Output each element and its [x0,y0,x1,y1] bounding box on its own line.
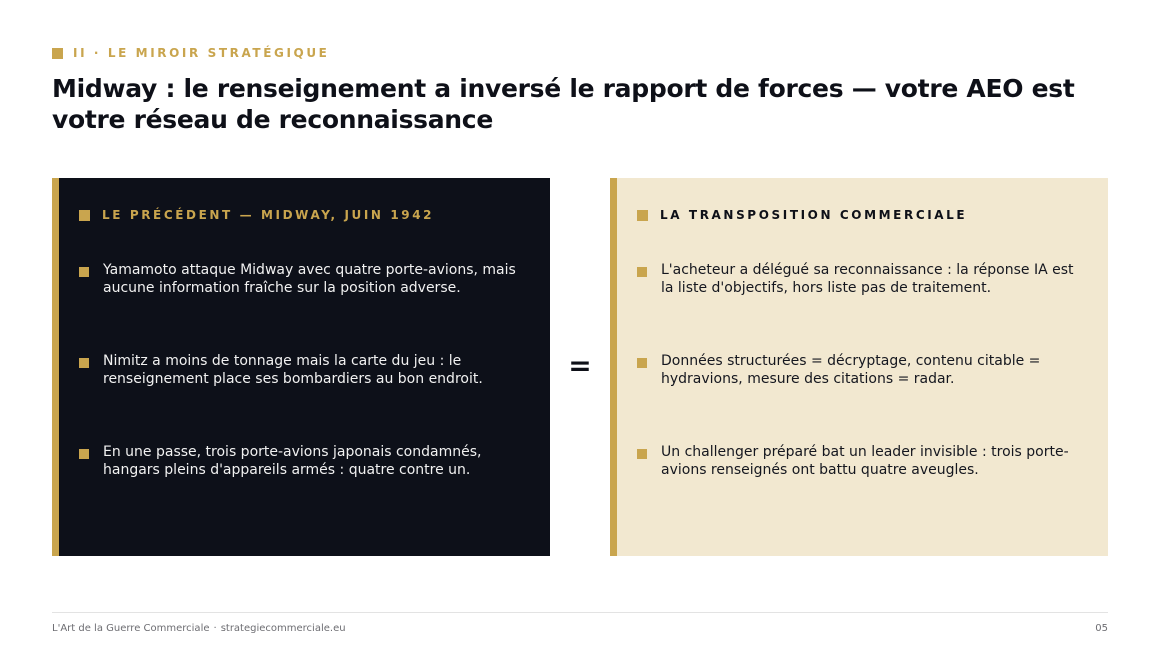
bullet-square-icon [79,358,89,368]
transposition-panel-title: LA TRANSPOSITION COMMERCIALE [660,208,968,222]
bullet-square-icon [637,267,647,277]
list-item-text: Yamamoto attaque Midway avec quatre porte-avions, mais aucune information fraîche sur la position adverse. [103,262,516,296]
list-item [79,262,519,297]
precedent-panel-title: LE PRÉCÉDENT — MIDWAY, JUIN 1942 [102,208,435,222]
bullet-square-icon [79,449,89,459]
page-number: 05 [1095,623,1108,634]
list-item [637,444,1077,479]
footer-site: strategiecommerciale.eu [220,623,346,634]
footer-brand: L'Art de la Guerre Commerciale [52,623,210,634]
bullet-square-icon [637,358,647,368]
list-item [79,353,519,388]
precedent-panel-header [79,208,434,222]
list-item-text: Données structurées = décryptage, contenu citable = hydravions, mesure des citations = radar. [661,353,1041,387]
transposition-panel [610,178,1108,556]
precedent-panel [52,178,550,556]
equals-separator: = [568,349,592,382]
list-item-text: Nimitz a moins de tonnage mais la carte du jeu : le renseignement place ses bombardiers au bon endroit. [103,353,483,387]
list-item-text: Un challenger préparé bat un leader invisible : trois porte-avions renseignés ont battu quatre aveugles. [661,444,1069,478]
list-item [637,262,1077,297]
footer-separator: · [213,623,217,634]
gold-square-icon [79,210,90,221]
list-item [79,444,519,479]
list-item-text: L'acheteur a délégué sa reconnaissance : la réponse IA est la liste d'objectifs, hors liste pas de traitement. [661,262,1074,296]
footer-credits [52,623,346,634]
section-kicker [52,46,329,60]
gold-square-icon [637,210,648,221]
gold-square-icon [52,48,63,59]
transposition-panel-header [637,208,967,222]
bullet-square-icon [79,267,89,277]
footer-divider [52,612,1108,613]
section-kicker-text: II · LE MIROIR STRATÉGIQUE [73,46,330,60]
slide-title: Midway : le renseignement a inversé le rapport de forces — votre AEO est votre réseau de reconnaissance [52,74,1075,134]
bullet-square-icon [637,449,647,459]
list-item [637,353,1077,388]
list-item-text: En une passe, trois porte-avions japonais condamnés, hangars pleins d'appareils armés : quatre contre un. [103,444,482,478]
